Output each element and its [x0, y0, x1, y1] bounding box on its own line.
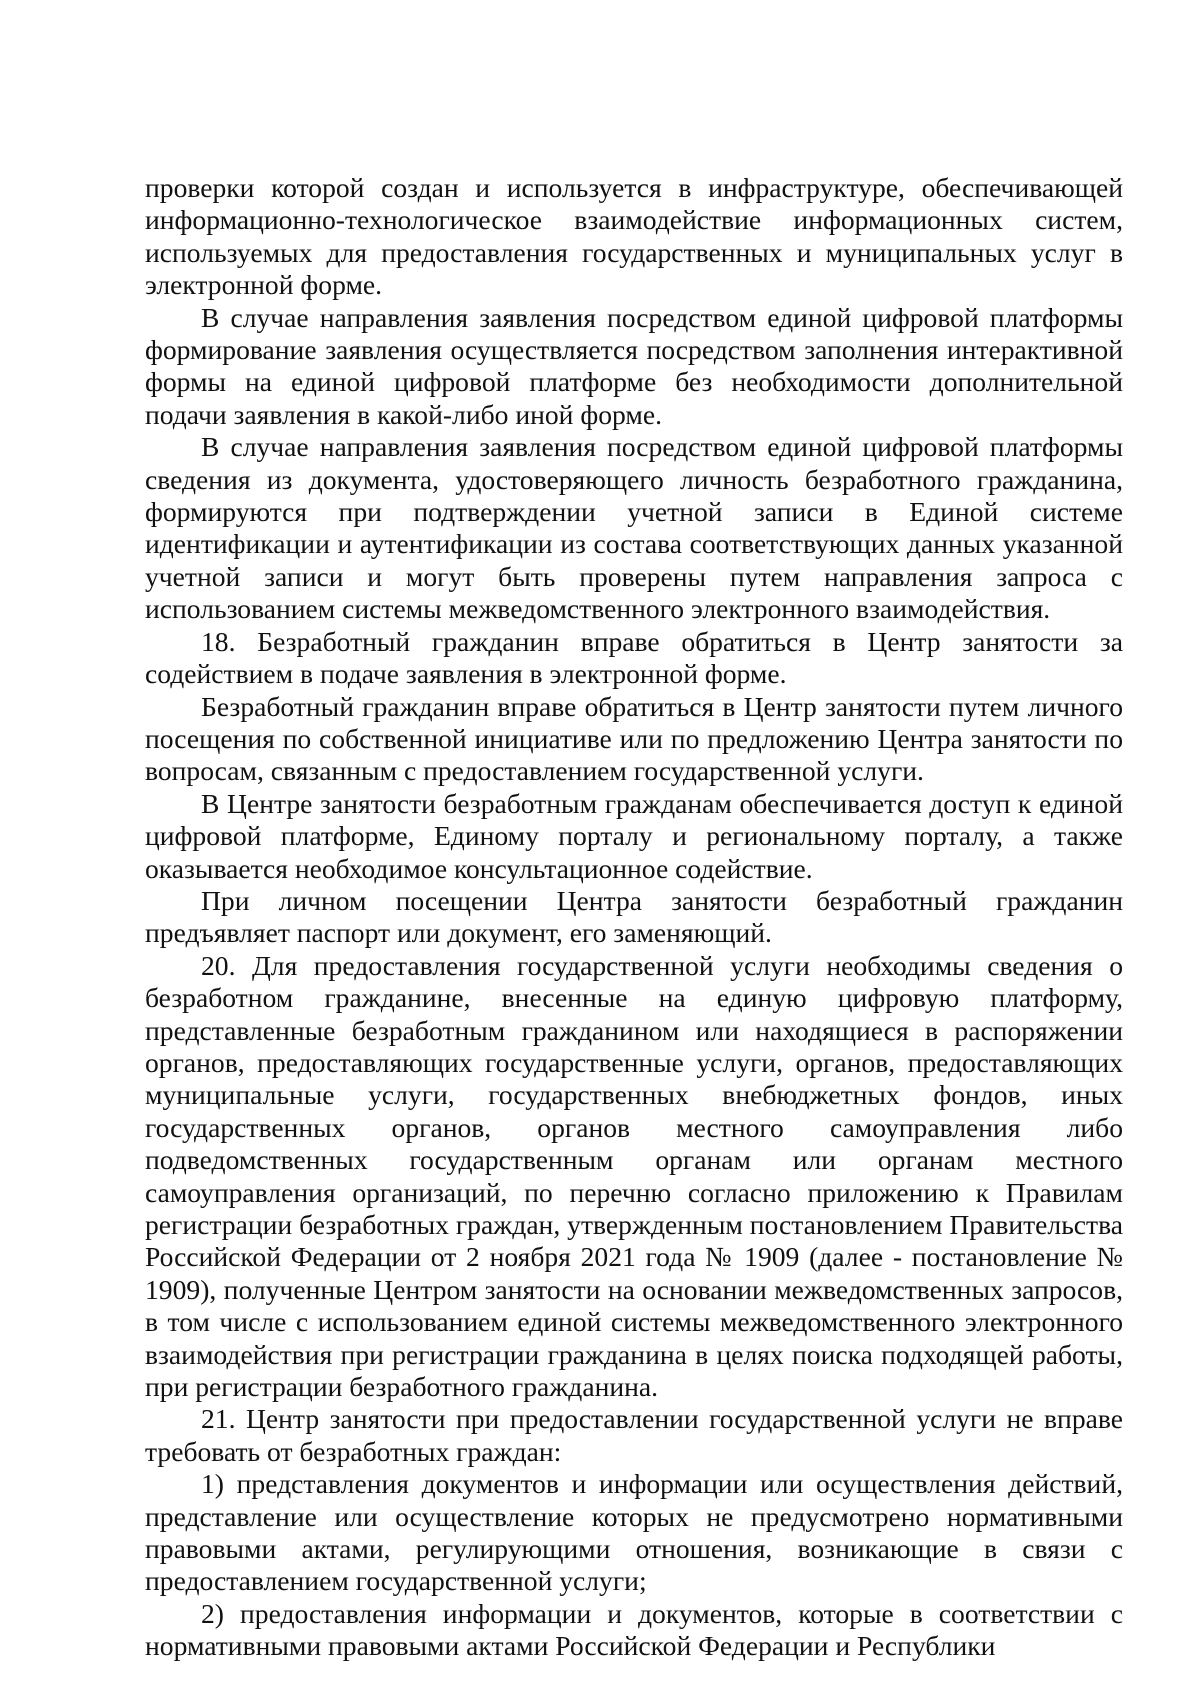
- paragraph: Безработный гражданин вправе обратиться в Центр занятости путем личного посещения по собственной инициативе или по предложению Центра занятости по вопросам, связанным с предоставлением государственной услуги.: [145, 690, 1123, 787]
- paragraph-item-20: 20. Для предоставления государственной услуги необходимы сведения о безработном гражданине, внесенные на единую цифровую платформу, представленные безработным гражданином или находящиеся в распоряжении органов, предоставляющих государственные услуги, органов, предоставляющих муниципальные услуги, государственных внебюджетных фондов, иных государственных органов, органов местного самоуправления либо подведомственных государственным органам или органам местного самоуправления организаций, по перечню согласно приложению к Правилам регистрации безработных граждан, утвержденным постановлением Правительства Российской Федерации от 2 ноября 2021 года № 1909 (далее - постановление № 1909), полученные Центром занятости на основании межведомственных запросов, в том числе с использованием единой системы межведомственного электронного взаимодействия при регистрации гражданина в целях поиска подходящей работы, при регистрации безработного гражданина.: [145, 949, 1123, 1403]
- list-item-1: 1) представления документов и информации или осуществления действий, представление или осуществление которых не предусмотрено нормативными правовыми актами, регулирующими отношения, возникающие в связи с предоставлением государственной услуги;: [145, 1468, 1123, 1597]
- document-body: [145, 172, 1123, 1663]
- paragraph: При личном посещении Центра занятости безработный гражданин предъявляет паспорт или документ, его заменяющий.: [145, 884, 1123, 949]
- paragraph-item-18: 18. Безработный гражданин вправе обратиться в Центр занятости за содействием в подаче заявления в электронной форме.: [145, 625, 1123, 690]
- paragraph: В Центре занятости безработным гражданам обеспечивается доступ к единой цифровой платформе, Единому порталу и региональному порталу, а также оказывается необходимое консультационное содействие.: [145, 787, 1123, 884]
- paragraph-continuation: проверки которой создан и используется в инфраструктуре, обеспечивающей информационно-технологическое взаимодействие информационных систем, используемых для предоставления государственных и муниципальных услуг в электронной форме.: [145, 172, 1123, 301]
- paragraph-item-21: 21. Центр занятости при предоставлении государственной услуги не вправе требовать от безработных граждан:: [145, 1403, 1123, 1467]
- paragraph: В случае направления заявления посредством единой цифровой платформы формирование заявления осуществляется посредством заполнения интерактивной формы на единой цифровой платформе без необходимости дополнительной подачи заявления в какой-либо иной форме.: [145, 301, 1123, 430]
- paragraph: В случае направления заявления посредством единой цифровой платформы сведения из документа, удостоверяющего личность безработного гражданина, формируются при подтверждении учетной записи в Единой системе идентификации и аутентификации из состава соответствующих данных указанной учетной записи и могут быть проверены путем направления запроса с использованием системы межведомственного электронного взаимодействия.: [145, 431, 1123, 625]
- list-item-2: 2) предоставления информации и документов, которые в соответствии с нормативными правовыми актами Российской Федерации и Республики: [145, 1597, 1123, 1662]
